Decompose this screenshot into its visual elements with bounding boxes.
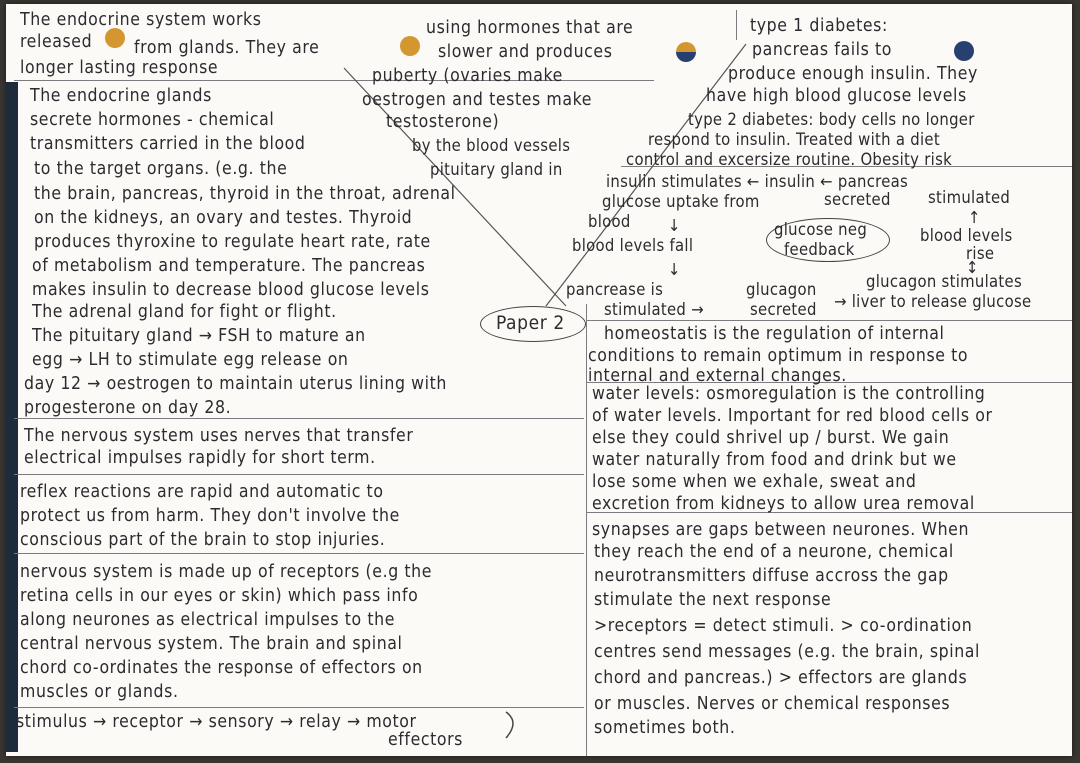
synapses-line-8: or muscles. Nerves or chemical responses xyxy=(594,694,951,714)
reflex-line-2: protect us from harm. They don't involve the xyxy=(20,506,400,526)
receptors-line-4: central nervous system. The brain and spinal xyxy=(20,634,403,654)
synapses-line-1: synapses are gaps between neurones. When xyxy=(592,520,970,540)
puberty-line-2: oestrogen and testes make xyxy=(362,90,592,110)
pathway-line-1: stimulus → receptor → sensory → relay → motor xyxy=(16,712,417,732)
nervous-line-1: The nervous system uses nerves that transfer xyxy=(24,426,414,446)
synapses-line-2: they reach the end of a neurone, chemical xyxy=(594,542,954,562)
glands-line-13: The pituitary gland → FSH to mature an xyxy=(32,326,366,346)
diabetes-line-1: type 1 diabetes: xyxy=(750,16,888,36)
fb-stimulated-2: stimulated → xyxy=(604,300,704,319)
synapses-line-3: neurotransmitters diffuse accross the gap xyxy=(594,566,949,586)
fb-arrow-down-1: ↓ xyxy=(668,216,681,235)
glands-line-14: egg → LH to stimulate egg release on xyxy=(32,350,349,370)
fb-secreted: secreted xyxy=(824,190,891,209)
fb-arrow-up: ↑ xyxy=(968,208,981,227)
reflex-line-1: reflex reactions are rapid and automatic to xyxy=(20,482,384,502)
receptors-line-1: nervous system is made up of receptors (e.g the xyxy=(20,562,433,582)
intro-line-2: using hormones that are xyxy=(426,18,634,38)
water-line-1: water levels: osmoregulation is the controlling xyxy=(592,384,986,404)
synapses-line-6: centres send messages (e.g. the brain, spinal xyxy=(594,642,981,662)
water-line-3: else they could shrivel up / burst. We gain xyxy=(592,428,950,448)
fb-glucose-neg: glucose neg xyxy=(774,220,868,239)
homeostasis-line-3: internal and external changes. xyxy=(588,366,847,386)
synapses-line-9: sometimes both. xyxy=(594,718,736,738)
fb-blood-levels-fall: blood levels fall xyxy=(572,236,694,255)
fb-arrow-updown: ↕ xyxy=(966,258,979,277)
glands-line-6: pituitary gland in xyxy=(430,160,563,179)
fb-pancrease-is: pancrease is xyxy=(566,280,664,299)
diabetes-line-6: respond to insulin. Treated with a diet xyxy=(648,130,940,149)
fb-feedback: feedback xyxy=(784,240,855,259)
fb-glucagon-stimulates: glucagon stimulates xyxy=(866,272,1023,291)
intro-line-5: slower and produces xyxy=(438,42,613,62)
glands-line-4: by the blood vessels xyxy=(412,136,571,155)
glands-line-5: to the target organs. (e.g. the xyxy=(34,159,288,179)
fb-blood-levels: blood levels xyxy=(920,226,1013,245)
reflex-line-3: conscious part of the brain to stop injuries. xyxy=(20,530,386,550)
fb-glucagon: glucagon xyxy=(746,280,817,299)
glands-line-1: The endocrine glands xyxy=(30,86,212,106)
fb-secreted-2: secreted xyxy=(750,300,817,319)
receptors-line-5: chord co-ordinates the response of effectors on xyxy=(20,658,423,678)
fb-arrow-down-2: ↓ xyxy=(668,260,681,279)
intro-line-6: longer lasting response xyxy=(20,58,219,78)
synapses-line-4: stimulate the next response xyxy=(594,590,832,610)
glands-line-16: progesterone on day 28. xyxy=(24,398,232,418)
receptors-line-3: along neurones as electrical impulses to the xyxy=(20,610,396,630)
synapses-line-5: >receptors = detect stimuli. > co-ordination xyxy=(594,616,973,636)
diabetes-line-5: type 2 diabetes: body cells no longer xyxy=(688,110,975,129)
fb-stimulated: stimulated xyxy=(928,188,1011,207)
intro-line-3: released xyxy=(20,32,93,52)
diabetes-line-7: control and excersize routine. Obesity risk xyxy=(626,150,953,169)
glands-line-9: produces thyroxine to regulate heart rate, rate xyxy=(34,232,431,252)
paper-2-label: Paper 2 xyxy=(496,312,565,334)
water-line-2: of water levels. Important for red blood cells or xyxy=(592,406,993,426)
diabetes-line-4: have high blood glucose levels xyxy=(706,86,967,106)
glands-line-3: transmitters carried in the blood xyxy=(30,134,306,154)
homeostasis-line-1: homeostatis is the regulation of internal xyxy=(604,324,945,344)
water-line-6: excretion from kidneys to allow urea removal xyxy=(592,494,975,514)
nervous-line-2: electrical impulses rapidly for short term. xyxy=(24,448,376,468)
water-line-4: water naturally from food and drink but we xyxy=(592,450,957,470)
receptors-line-2: retina cells in our eyes or skin) which pass info xyxy=(20,586,419,606)
puberty-line-1: puberty (ovaries make xyxy=(372,66,563,86)
receptors-line-6: muscles or glands. xyxy=(20,682,179,702)
synapses-line-7: chord and pancreas.) > effectors are glands xyxy=(594,668,968,688)
diabetes-line-3: produce enough insulin. They xyxy=(728,64,978,84)
glands-line-12: The adrenal gland for fight or flight. xyxy=(32,302,337,322)
homeostasis-line-2: conditions to remain optimum in response to xyxy=(588,346,969,366)
fb-insulin-stimulates: insulin stimulates ← insulin ← pancreas xyxy=(606,172,909,191)
glands-line-8: on the kidneys, an ovary and testes. Thyroid xyxy=(34,208,413,228)
glands-line-15: day 12 → oestrogen to maintain uterus lining with xyxy=(24,374,447,394)
puberty-line-3: testosterone) xyxy=(386,112,500,132)
fb-liver: → liver to release glucose xyxy=(834,292,1032,311)
intro-line-1: The endocrine system works xyxy=(20,10,262,30)
glands-line-2: secrete hormones - chemical xyxy=(30,110,275,130)
fb-rise: rise xyxy=(966,244,995,263)
glands-line-10: of metabolism and temperature. The pancreas xyxy=(32,256,426,276)
intro-line-4: from glands. They are xyxy=(134,38,320,58)
glands-line-11: makes insulin to decrease blood glucose levels xyxy=(32,280,430,300)
glands-line-7: the brain, pancreas, thyroid in the throat, adrenal xyxy=(34,184,456,204)
fb-blood: blood xyxy=(588,212,631,231)
fb-glucose-uptake: glucose uptake from xyxy=(602,192,760,211)
diabetes-line-2: pancreas fails to xyxy=(752,40,893,60)
notes-page xyxy=(6,4,1072,756)
water-line-5: lose some when we exhale, sweat and xyxy=(592,472,917,492)
pathway-line-2: effectors xyxy=(388,730,463,750)
